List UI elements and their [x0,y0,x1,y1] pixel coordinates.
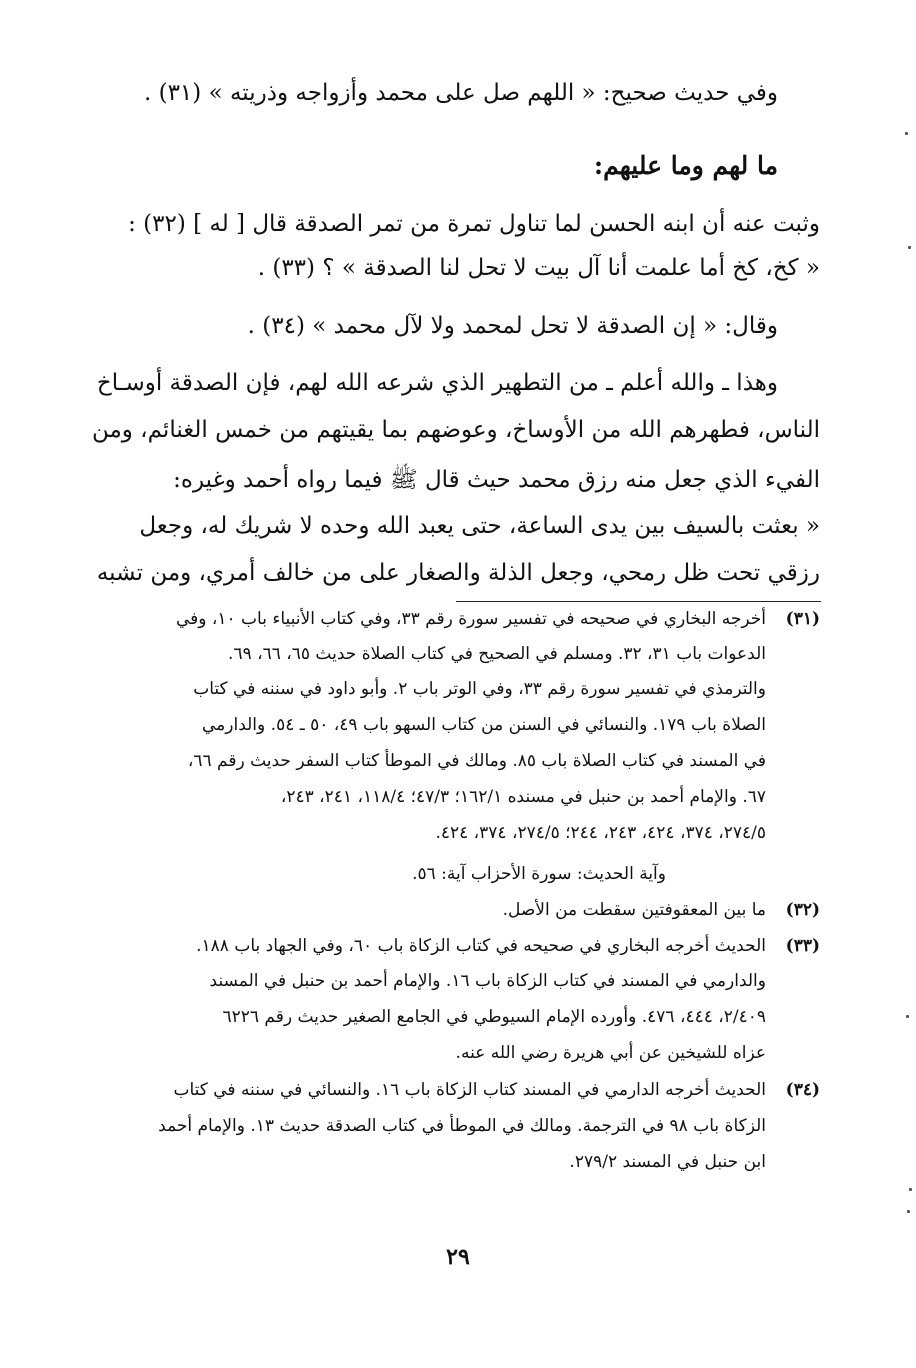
footnote-number: (٣٣) [785,936,820,956]
body-line: الفيء الذي جعل منه رزق محمد حيث قال ﷺ فيما رواه أحمد وغيره: [173,467,820,493]
scan-speck [908,246,911,249]
footnote-line: عزاه للشيخين عن أبي هريرة رضي الله عنه. [455,1043,766,1063]
footnote-line: في المسند في كتاب الصلاة باب ٨٥. ومالك في الموطأ كتاب السفر حديث رقم ٦٦، [187,751,766,771]
footnote-line: ٢٧٤/٥، ٣٧٤، ٤٢٤، ٢٤٣، ٢٤٤؛ ٢٧٤/٥، ٣٧٤، ٤٢٤. [435,823,766,843]
body-line: وهذا ـ والله أعلم ـ من التطهير الذي شرعه الله لهم، فإن الصدقة أوسـاخ [96,370,778,396]
body-line: وثبت عنه أن ابنه الحسن لما تناول تمرة من تمر الصدقة قال [ له ] (٣٢) : [128,211,820,237]
footnote-line: ٢/٤٠٩، ٤٤٤، ٤٧٦. وأورده الإمام السيوطي في الجامع الصغير حديث رقم ٦٢٢٦ [222,1007,766,1027]
body-line: « بعثت بالسيف بين يدى الساعة، حتى يعبد الله وحده لا شريك له، وجعل [139,513,820,539]
body-line: الناس، فطهرهم الله من الأوساخ، وعوضهم بما يقيتهم من خمس الغنائم، ومن [91,417,820,443]
footnote-line: ابن حنبل في المسند ٢٧٩/٢. [569,1152,766,1172]
footnote-line: أخرجه البخاري في صحيحه في تفسير سورة رقم ٣٣، وفي كتاب الأنبياء باب ١٠، وفي [175,609,766,629]
section-heading: ما لهم وما عليهم: [593,151,778,180]
footnote-line: الصلاة باب ١٧٩. والنسائي في السنن من كتاب السهو باب ٤٩، ٥٠ ـ ٥٤. والدارمي [202,715,766,735]
scan-speck [907,1210,910,1213]
footnote-line: الحديث أخرجه البخاري في صحيحه في كتاب الزكاة باب ٦٠، وفي الجهاد باب ١٨٨. [196,936,766,956]
body-line: وقال: « إن الصدقة لا تحل لمحمد ولا لآل محمد » (٣٤) . [247,313,778,339]
footnote-number: (٣١) [785,609,820,629]
body-line: رزقي تحت ظل رمحي، وجعل الذلة والصغار على من خالف أمري، ومن تشبه [96,560,820,586]
footnote-line: الدعوات باب ٣١، ٣٢. ومسلم في الصحيح في كتاب الصلاة حديث ٦٥، ٦٦، ٦٩. [228,644,766,664]
footnote-line: وآية الحديث: سورة الأحزاب آية: ٥٦. [412,864,666,884]
scan-speck [906,1015,909,1018]
scan-speck [909,1188,912,1191]
body-line: « كخ، كخ أما علمت أنا آل بيت لا تحل لنا الصدقة » ؟ (٣٣) . [257,255,820,281]
footnote-line: الحديث أخرجه الدارمي في المسند كتاب الزكاة باب ١٦. والنسائي في سننه في كتاب [173,1080,766,1100]
footnote-line: والترمذي في تفسير سورة رقم ٣٣، وفي الوتر باب ٢. وأبو داود في سننه في كتاب [193,679,766,699]
scan-speck [905,132,908,135]
footnote-divider [456,601,821,602]
footnote-line: الزكاة باب ٩٨ في الترجمة. ومالك في الموطأ في كتاب الصدقة حديث ١٣. والإمام أحمد [158,1116,766,1136]
footnote-number: (٣٢) [785,900,820,920]
body-line: وفي حديث صحيح: « اللهم صل على محمد وأزواجه وذريته » (٣١) . [143,80,778,106]
footnote-line: ما بين المعقوفتين سقطت من الأصل. [502,900,766,920]
footnote-line: والدارمي في المسند في كتاب الزكاة باب ١٦. والإمام أحمد بن حنبل في المسند [209,971,766,991]
page-number: ٢٩ [446,1244,470,1270]
footnote-number: (٣٤) [785,1080,820,1100]
footnote-line: ٦٧. والإمام أحمد بن حنبل في مسنده ١٦٢/١؛ ٤٧/٣؛ ١١٨/٤، ٢٤١، ٢٤٣، [280,787,766,807]
